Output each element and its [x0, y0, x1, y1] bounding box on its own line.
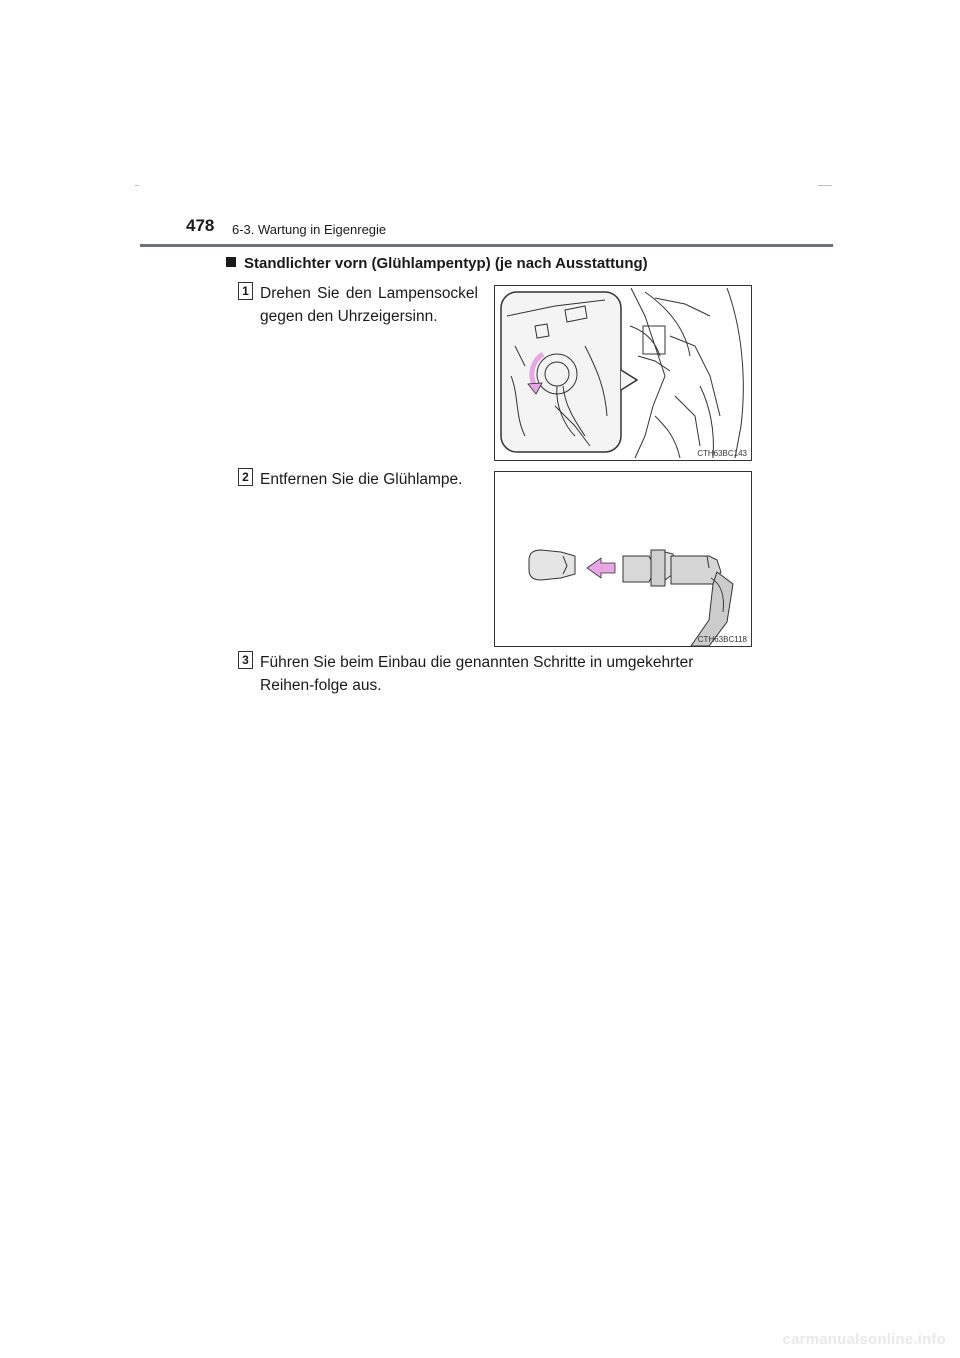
step-number-2: 2 [238, 468, 253, 486]
step-number-1: 1 [238, 282, 253, 300]
figure-lamp-socket-rotate [494, 285, 752, 461]
step-number-3: 3 [238, 651, 253, 669]
header-rule [140, 244, 833, 247]
section-heading [226, 255, 648, 272]
engine-bay-illustration [495, 286, 751, 460]
figure-code: CTH63BC118 [697, 635, 747, 644]
section-title: 6-3. Wartung in Eigenregie [232, 222, 387, 237]
figure-bulb-removal [494, 471, 752, 647]
crop-mark-left [135, 185, 139, 186]
figure-code: CTH63BC143 [697, 449, 747, 458]
step-text-3: Führen Sie beim Einbau die genannten Schritte in umgekehrter Reihen-folge aus. [260, 654, 694, 694]
page-number: 478 [186, 216, 215, 235]
bulb-removal-illustration [495, 472, 751, 646]
square-bullet-icon [226, 257, 236, 267]
crop-mark-right [818, 185, 832, 186]
footer-watermark: carmanualsonline.info [782, 1331, 946, 1348]
section-heading-text: Standlichter vorn (Glühlampentyp) (je nach Ausstattung) [244, 255, 648, 272]
step-text-2: Entfernen Sie die Glühlampe. [260, 471, 463, 488]
step-text-1: Drehen Sie den Lampensockel gegen den Uhrzeigersinn. [260, 285, 478, 325]
